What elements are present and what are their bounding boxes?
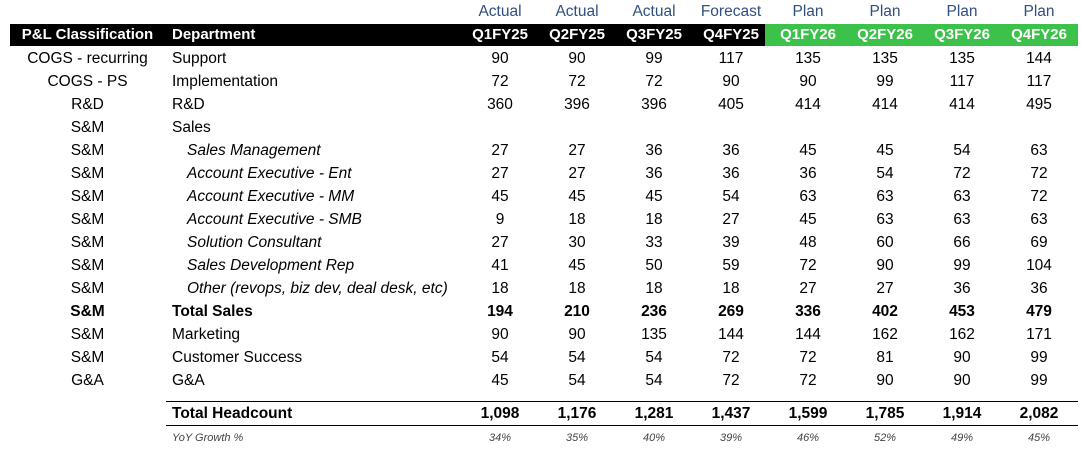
- value-cell: [617, 116, 691, 139]
- value-cell: 60: [876, 234, 894, 251]
- value-cell: 45: [491, 372, 509, 389]
- value-cell: 72: [722, 372, 740, 389]
- classification-cell: S&M: [70, 234, 105, 251]
- value-cell: 210: [564, 303, 590, 320]
- value-cell: 54: [568, 372, 586, 389]
- period-header: Q4FY26: [1011, 26, 1067, 43]
- value-cell: 54: [645, 372, 663, 389]
- value-cell: 27: [568, 142, 586, 159]
- department-cell: Marketing: [172, 326, 241, 343]
- column-type: Actual: [632, 3, 676, 20]
- value-cell: 18: [568, 280, 586, 297]
- value-cell: 72: [799, 257, 817, 274]
- value-cell: [1002, 116, 1076, 139]
- table-row: [0, 116, 1081, 139]
- table-row: [0, 254, 1081, 277]
- value-cell: 54: [953, 142, 971, 159]
- header-row: [0, 24, 1081, 46]
- value-cell: 18: [645, 280, 663, 297]
- value-cell: 72: [953, 165, 971, 182]
- table-row: [0, 300, 1081, 323]
- value-cell: [771, 116, 845, 139]
- value-cell: 396: [564, 96, 590, 113]
- value-cell: 495: [1026, 96, 1052, 113]
- value-cell: 117: [949, 73, 975, 90]
- period-header: Q1FY26: [780, 26, 836, 43]
- value-cell: [925, 116, 999, 139]
- value-cell: 48: [799, 234, 817, 251]
- value-cell: 54: [876, 165, 894, 182]
- value-cell: 269: [718, 303, 744, 320]
- value-cell: 479: [1026, 303, 1052, 320]
- value-cell: 63: [1030, 211, 1048, 228]
- classification-cell: S&M: [70, 165, 105, 182]
- value-cell: 144: [795, 326, 821, 343]
- yoy-value: 35%: [565, 432, 589, 444]
- value-cell: 90: [568, 326, 586, 343]
- value-cell: 18: [568, 211, 586, 228]
- value-cell: 45: [568, 257, 586, 274]
- value-cell: 414: [872, 96, 898, 113]
- value-cell: 104: [1026, 257, 1052, 274]
- value-cell: 72: [491, 73, 509, 90]
- value-cell: 117: [1026, 73, 1052, 90]
- value-cell: 236: [641, 303, 667, 320]
- value-cell: 396: [641, 96, 667, 113]
- value-cell: 54: [568, 349, 586, 366]
- value-cell: [463, 116, 537, 139]
- column-type: Plan: [869, 3, 901, 20]
- value-cell: 36: [645, 142, 663, 159]
- value-cell: 414: [795, 96, 821, 113]
- department-cell: Sales Development Rep: [187, 257, 355, 274]
- value-cell: 135: [641, 326, 667, 343]
- value-cell: 171: [1026, 326, 1052, 343]
- column-type: Plan: [792, 3, 824, 20]
- period-header: Q4FY25: [703, 26, 759, 43]
- value-cell: 63: [1030, 142, 1048, 159]
- value-cell: [540, 116, 614, 139]
- value-cell: 135: [949, 50, 975, 67]
- classification-cell: S&M: [70, 119, 105, 136]
- yoy-value: 45%: [1027, 432, 1051, 444]
- classification-cell: S&M: [70, 257, 105, 274]
- value-cell: 336: [795, 303, 821, 320]
- value-cell: 18: [491, 280, 509, 297]
- value-cell: 72: [799, 349, 817, 366]
- table-row: [0, 162, 1081, 185]
- total-value: 1,437: [711, 405, 751, 422]
- total-value: 1,914: [942, 405, 982, 422]
- value-cell: 90: [953, 349, 971, 366]
- value-cell: 27: [799, 280, 817, 297]
- value-cell: 162: [949, 326, 975, 343]
- classification-cell: COGS - PS: [47, 73, 128, 90]
- department-cell: Other (revops, biz dev, deal desk, etc): [187, 280, 448, 297]
- yoy-value: 52%: [873, 432, 897, 444]
- department-cell: Solution Consultant: [187, 234, 322, 251]
- table-row: [0, 93, 1081, 116]
- table-row: [0, 323, 1081, 346]
- value-cell: 63: [953, 211, 971, 228]
- value-cell: 9: [495, 211, 505, 228]
- value-cell: 90: [491, 326, 509, 343]
- value-cell: 30: [568, 234, 586, 251]
- value-cell: 72: [645, 73, 663, 90]
- value-cell: 402: [872, 303, 898, 320]
- value-cell: 45: [799, 142, 817, 159]
- value-cell: 90: [568, 50, 586, 67]
- period-header: Q1FY25: [472, 26, 528, 43]
- classification-cell: S&M: [70, 280, 105, 297]
- total-value: 1,176: [557, 405, 597, 422]
- value-cell: 27: [491, 165, 509, 182]
- column-type: Plan: [1023, 3, 1055, 20]
- value-cell: 27: [568, 165, 586, 182]
- department-cell: R&D: [172, 96, 205, 113]
- yoy-value: 34%: [488, 432, 512, 444]
- value-cell: 69: [1030, 234, 1048, 251]
- yoy-value: 39%: [719, 432, 743, 444]
- value-cell: 90: [876, 257, 894, 274]
- department-cell: Account Executive - MM: [187, 188, 355, 205]
- value-cell: 99: [645, 50, 663, 67]
- department-cell: Implementation: [172, 73, 278, 90]
- value-cell: 453: [949, 303, 975, 320]
- value-cell: 36: [1030, 280, 1048, 297]
- yoy-value: 49%: [950, 432, 974, 444]
- value-cell: 414: [949, 96, 975, 113]
- classification-cell: S&M: [70, 326, 105, 343]
- classification-cell: S&M: [70, 188, 105, 205]
- classification-cell: S&M: [70, 142, 105, 159]
- yoy-value: 40%: [642, 432, 666, 444]
- total-value: 1,785: [865, 405, 905, 422]
- value-cell: 45: [491, 188, 509, 205]
- department-cell: Account Executive - SMB: [187, 211, 362, 228]
- value-cell: 63: [876, 188, 894, 205]
- value-cell: 27: [491, 142, 509, 159]
- value-cell: 81: [876, 349, 894, 366]
- value-cell: 405: [718, 96, 744, 113]
- department-cell: Customer Success: [172, 349, 303, 366]
- column-type: Actual: [478, 3, 522, 20]
- value-cell: 135: [795, 50, 821, 67]
- table-row: [0, 70, 1081, 93]
- department-cell: Account Executive - Ent: [187, 165, 352, 182]
- value-cell: 90: [953, 372, 971, 389]
- yoy-growth-label: YoY Growth %: [172, 432, 244, 444]
- classification-cell: S&M: [70, 349, 105, 366]
- value-cell: 144: [718, 326, 744, 343]
- value-cell: 144: [1026, 50, 1052, 67]
- value-cell: 36: [722, 165, 740, 182]
- value-cell: 18: [645, 211, 663, 228]
- value-cell: 90: [491, 50, 509, 67]
- value-cell: 27: [876, 280, 894, 297]
- value-cell: 162: [872, 326, 898, 343]
- table-row: [0, 369, 1081, 392]
- value-cell: 54: [722, 188, 740, 205]
- table-row: [0, 185, 1081, 208]
- total-value: 2,082: [1019, 405, 1059, 422]
- total-value: 1,599: [788, 405, 828, 422]
- value-cell: 90: [722, 73, 740, 90]
- period-header: Q3FY25: [626, 26, 682, 43]
- column-type-row: [0, 0, 1081, 23]
- table-row: [0, 47, 1081, 70]
- value-cell: 63: [799, 188, 817, 205]
- department-cell: G&A: [172, 372, 205, 389]
- value-cell: [694, 116, 768, 139]
- value-cell: 194: [487, 303, 513, 320]
- value-cell: 45: [645, 188, 663, 205]
- yoy-value: 46%: [796, 432, 820, 444]
- classification-cell: S&M: [70, 303, 105, 320]
- value-cell: 72: [1030, 188, 1048, 205]
- department-header: Department: [172, 26, 256, 43]
- value-cell: 72: [799, 372, 817, 389]
- period-header: Q2FY26: [857, 26, 913, 43]
- column-type: Forecast: [700, 3, 762, 20]
- classification-header: P&L Classification: [21, 26, 154, 43]
- value-cell: 63: [876, 211, 894, 228]
- period-header: Q3FY26: [934, 26, 990, 43]
- value-cell: 45: [568, 188, 586, 205]
- value-cell: 50: [645, 257, 663, 274]
- yoy-growth-row: [0, 428, 1081, 451]
- value-cell: 36: [645, 165, 663, 182]
- value-cell: 360: [487, 96, 513, 113]
- value-cell: 27: [491, 234, 509, 251]
- value-cell: 59: [722, 257, 740, 274]
- value-cell: 72: [568, 73, 586, 90]
- table-row: [0, 208, 1081, 231]
- total-headcount-row: [0, 402, 1081, 425]
- table-row: [0, 346, 1081, 369]
- value-cell: 36: [722, 142, 740, 159]
- value-cell: 63: [953, 188, 971, 205]
- value-cell: 99: [876, 73, 894, 90]
- value-cell: 117: [718, 50, 744, 67]
- value-cell: 66: [953, 234, 971, 251]
- value-cell: 99: [953, 257, 971, 274]
- classification-cell: R&D: [71, 96, 104, 113]
- classification-cell: COGS - recurring: [27, 50, 148, 67]
- department-cell: Total Sales: [172, 303, 253, 320]
- value-cell: 41: [491, 257, 509, 274]
- department-cell: Support: [172, 50, 227, 67]
- value-cell: 72: [722, 349, 740, 366]
- value-cell: 90: [799, 73, 817, 90]
- department-cell: Sales: [172, 119, 211, 136]
- value-cell: 18: [722, 280, 740, 297]
- total-value: 1,098: [480, 405, 520, 422]
- value-cell: 45: [876, 142, 894, 159]
- value-cell: 33: [645, 234, 663, 251]
- table-row: [0, 231, 1081, 254]
- value-cell: 54: [491, 349, 509, 366]
- value-cell: 45: [799, 211, 817, 228]
- table-row: [0, 277, 1081, 300]
- value-cell: 36: [953, 280, 971, 297]
- value-cell: 90: [876, 372, 894, 389]
- total-bottom-border: [166, 425, 1078, 426]
- value-cell: 135: [872, 50, 898, 67]
- value-cell: 72: [1030, 165, 1048, 182]
- classification-cell: G&A: [71, 372, 104, 389]
- value-cell: [848, 116, 922, 139]
- department-cell: Sales Management: [187, 142, 321, 159]
- value-cell: 27: [722, 211, 740, 228]
- period-header: Q2FY25: [549, 26, 605, 43]
- classification-cell: S&M: [70, 211, 105, 228]
- total-value: 1,281: [634, 405, 674, 422]
- value-cell: 39: [722, 234, 740, 251]
- column-type: Plan: [946, 3, 978, 20]
- column-type: Actual: [555, 3, 599, 20]
- value-cell: 99: [1030, 349, 1048, 366]
- value-cell: 99: [1030, 372, 1048, 389]
- value-cell: 36: [799, 165, 817, 182]
- table-row: [0, 139, 1081, 162]
- total-headcount-label: Total Headcount: [172, 405, 293, 422]
- value-cell: 54: [645, 349, 663, 366]
